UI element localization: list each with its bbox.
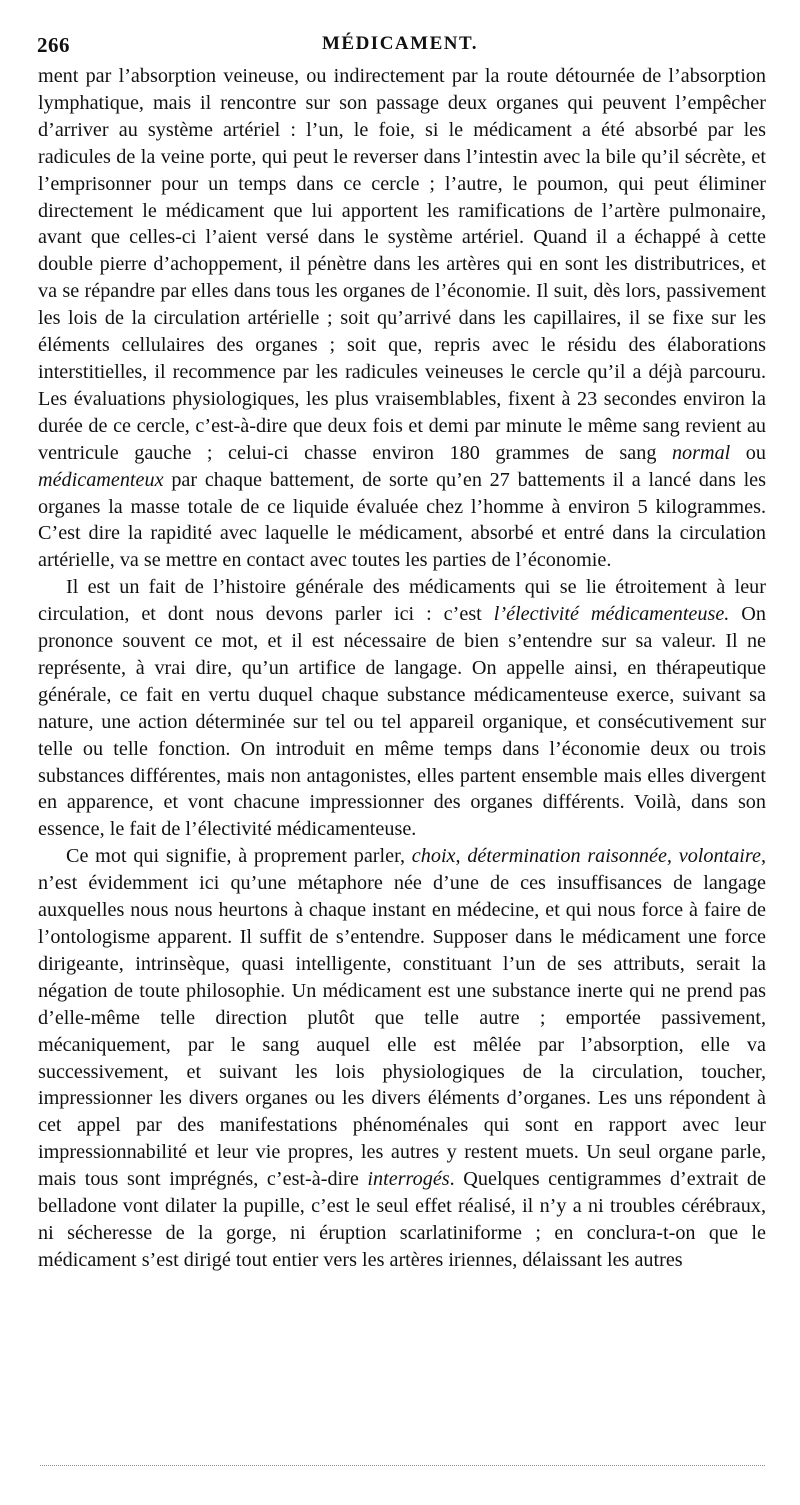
paragraph-3-text-c: , n’est évidemment ici qu’une métaphore née d’une de ces insuffisances de langage auxquelles nous nous heurtons à chaque instant en médecine, et qui nous force à faire de l’ontologisme apparent. Il suffit de s’entendre. Supposer dans le médicament une force dirigeante, intrinsèque, quasi intelligente, constituant l’un de ses attributs, serait la négation de toute philosophie. Un médicament est une substance inerte qui ne prend pas d’elle-même telle direction plutôt que telle autre ; emportée passivement, mécaniquement, par le sang auquel elle est mêlée par l’absorption, elle va successivement, et suivant les lois physiologiques de la circulation, toucher, impressionner les divers organes ou les divers éléments d’organes. Les uns répondent à cet appel par des manifestations phénoménales qui sont en rapport avec leur impressionnabilité et leur vie propres, les autres y restent muets. Un seul organe parle, mais tous sont imprégnés, c’est-à-dire	[38, 845, 767, 1191]
running-head: MÉDICAMENT.	[321, 33, 478, 54]
body-text	[38, 63, 766, 1274]
paragraph-3-text-a: Ce mot qui signifie, à proprement parler,	[66, 845, 412, 868]
paragraph-1-text-b: ou	[730, 441, 766, 464]
paragraph-2-text-b: On prononce souvent ce mot, et il est nécessaire de bien s’entendre sur sa valeur. Il ne représente, à vrai dire, qu’un artifice de langage. On appelle ainsi, en thérapeutique générale, ce fait en vertu duquel chaque substance médicamenteuse exerce, suivant sa nature, une action déterminée sur tel ou tel appareil organique, et consécutivement sur telle ou telle fonction. On introduit en même temps dans l’économie deux ou trois substances différentes, mais non antagonistes, elles partent ensemble mais elles divergent en apparence, et vont chacune impressionner des organes différents. Voilà, dans son essence, le fait de l’électivité médicamenteuse.	[38, 603, 766, 841]
paragraph-1-text-c: par chaque battement, de sorte qu’en 27 battements il a lancé dans les organes la masse totale de ce liquide évaluée chez l’homme à environ 5 kilogrammes. C’est dire la rapidité avec laquelle le médicament, absorbé et entré dans la circulation artérielle, va se mettre en contact avec toutes les parties de l’économie.	[38, 468, 766, 572]
paragraph-2	[38, 574, 766, 843]
paragraph-2-italic-electivite: l’électivité médicamenteuse.	[493, 603, 730, 626]
paragraph-1-italic-normal: normal	[671, 441, 731, 464]
paragraph-2-text-a: Il est un fait de l’histoire générale des médicaments qui se lie étroitement à leur circulation, et dont nous devons parler ici : c’est	[38, 576, 766, 626]
paragraph-1-text-a: ment par l’absorption veineuse, ou indirectement par la route détournée de l’absorption lymphatique, mais il rencontre sur son passage deux organes qui peuvent l’empêcher d’arriver au système artériel : l’un, le foie, si le médicament a été absorbé par les radicules de la veine porte, qui peut le reverser dans l’intestin avec la bile qu’il sécrète, et l’emprisonner pour un temps dans ce cercle ; l’autre, le poumon, qui peut éliminer directement le médicament que lui apportent les ramifications de l’artère pulmonaire, avant que celles-ci l’aient versé dans le système artériel. Quand il a échappé à cette double pierre d’achoppement, il pénètre dans les artères qui en sont les distributrices, et va se répandre par elles dans tous les organes de l’économie. Il suit, dès lors, passivement les lois de la circulation artérielle ; soit qu’arrivé dans les capillaires, il se fixe sur les éléments cellulaires des organes ; soit que, repris avec le résidu des élaborations interstitielles, il recommence par les radicules veineuses le cercle qu’il a déjà parcouru. Les évaluations physiologiques, les plus vraisemblables, fixent à 23 secondes environ la durée de ce cercle, c’est-à-dire que deux fois et demi par minute le même sang revient au ventricule gauche ; celui-ci chasse environ 180 grammes de sang	[38, 65, 766, 464]
paragraph-3-italic-choix: choix	[411, 845, 456, 868]
paragraph-3	[38, 843, 766, 1274]
paragraph-1-italic-medicamenteux: médicamenteux	[38, 468, 164, 491]
paragraph-1	[38, 63, 766, 574]
paragraph-3-italic-determination: détermination raisonnée, volontaire	[467, 845, 761, 868]
paragraph-3-italic-interroges: interrogés	[367, 1168, 450, 1191]
paragraph-3-text-d: . Quelques centigrammes d’extrait de belladone vont dilater la pupille, c’est le seul effet réalisé, il n’y a ni troubles cérébraux, ni sécheresse de la gorge, ni éruption scarlatiniforme ; en conclura-t-on que le médicament s’est dirigé tout entier vers les artères iriennes, délaissant les autres	[38, 1168, 766, 1271]
page-number: 266	[37, 33, 70, 57]
paragraph-3-text-b: ,	[455, 845, 468, 868]
bottom-dotted-rule	[40, 1465, 765, 1466]
